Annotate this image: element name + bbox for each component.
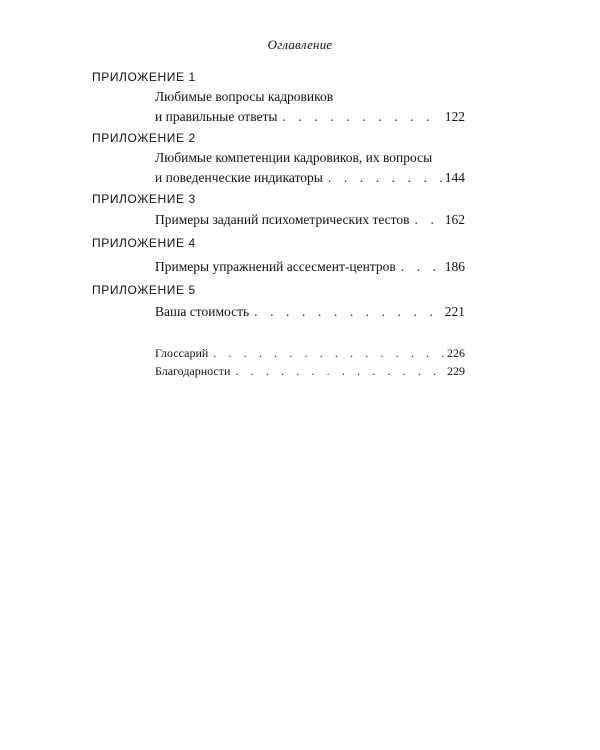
toc-entry-appendix-2[interactable] — [155, 148, 465, 188]
dot-leader — [401, 257, 442, 277]
dot-leader — [282, 107, 441, 127]
toc-entry-line — [155, 343, 465, 363]
appendix-4-label: ПРИЛОЖЕНИЕ 4 — [92, 236, 196, 250]
toc-page-number: 229 — [447, 364, 465, 378]
toc-entry-appendix-4[interactable] — [155, 257, 465, 277]
toc-entry-line — [155, 107, 465, 127]
toc-page-number: 221 — [444, 304, 465, 319]
toc-entry-line — [155, 302, 465, 322]
dot-leader — [254, 302, 442, 322]
toc-entry-appendix-3[interactable] — [155, 210, 465, 230]
toc-entry-title-line-1: Любимые вопросы кадровиков — [155, 89, 334, 104]
toc-entry-glossary[interactable] — [155, 343, 465, 363]
toc-entry-line — [155, 257, 465, 277]
dot-leader — [328, 168, 442, 188]
toc-entry-title: Примеры заданий психометрических тестов — [155, 212, 410, 227]
running-head: Оглавление — [267, 37, 333, 52]
toc-entry-line — [155, 361, 465, 381]
toc-page-number: 186 — [444, 259, 465, 274]
toc-entry-appendix-1[interactable] — [155, 87, 465, 127]
toc-entry-line — [155, 87, 465, 107]
toc-entry-title: Примеры упражнений ассесмент-центров — [155, 259, 396, 274]
toc-entry-title-line-2: и правильные ответы — [155, 109, 278, 124]
toc-entry-title-line-1: Любимые компетенции кадровиков, их вопросы — [155, 150, 433, 165]
toc-entry-line — [155, 168, 465, 188]
toc-entry-appendix-5[interactable] — [155, 302, 465, 322]
dot-leader — [235, 361, 444, 381]
toc-entry-title-line-2: и поведенческие индикаторы — [155, 170, 323, 185]
toc-page-number: 122 — [444, 109, 465, 124]
appendix-1-label: ПРИЛОЖЕНИЕ 1 — [92, 70, 196, 84]
toc-page-number: 226 — [447, 346, 465, 360]
toc-entry-title: Глоссарий — [155, 346, 209, 360]
toc-entry-line — [155, 210, 465, 230]
toc-page-number: 162 — [444, 212, 465, 227]
appendix-2-label: ПРИЛОЖЕНИЕ 2 — [92, 131, 196, 145]
toc-entry-title: Благодарности — [155, 364, 231, 378]
toc-entry-acknowledgements[interactable] — [155, 361, 465, 381]
toc-page-number: 144 — [444, 170, 465, 185]
dot-leader — [415, 210, 442, 230]
appendix-3-label: ПРИЛОЖЕНИЕ 3 — [92, 192, 196, 206]
dot-leader — [213, 343, 444, 363]
toc-entry-line — [155, 148, 465, 168]
toc-entry-title: Ваша стоимость — [155, 304, 250, 319]
appendix-5-label: ПРИЛОЖЕНИЕ 5 — [92, 283, 196, 297]
